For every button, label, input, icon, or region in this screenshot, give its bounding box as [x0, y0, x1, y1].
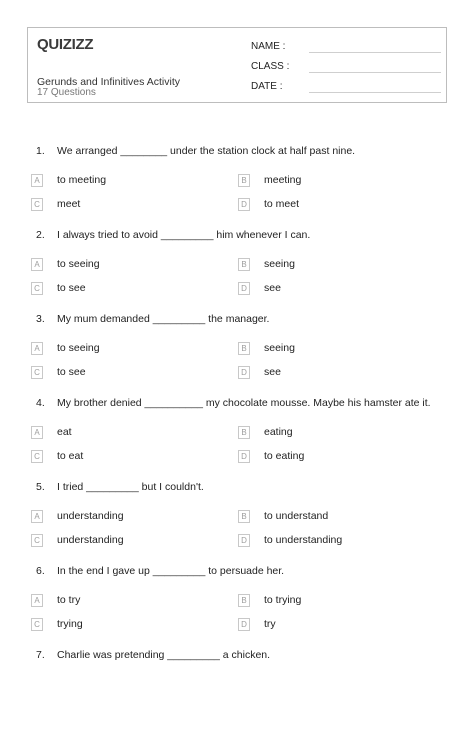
date-line[interactable]: [309, 92, 441, 93]
option-text: to try: [57, 594, 81, 606]
option-letter-box[interactable]: D: [238, 366, 250, 379]
option-letter-box[interactable]: C: [31, 534, 43, 547]
option-text: to understand: [264, 510, 329, 522]
question-count: 17 Questions: [37, 87, 96, 98]
option-text: understanding: [57, 534, 124, 546]
question-text: My mum demanded _________ the manager.: [57, 313, 270, 325]
option-text: meeting: [264, 174, 302, 186]
question-text: I always tried to avoid _________ him whenever I can.: [57, 229, 311, 241]
option-letter-box[interactable]: C: [31, 282, 43, 295]
option-letter-box[interactable]: D: [238, 618, 250, 631]
date-label: DATE :: [251, 81, 283, 92]
option-letter-box[interactable]: C: [31, 366, 43, 379]
option-text: see: [264, 366, 281, 378]
option-text: to meeting: [57, 174, 107, 186]
option-letter-box[interactable]: A: [31, 426, 43, 439]
option-text: to see: [57, 366, 86, 378]
option-letter-box[interactable]: A: [31, 258, 43, 271]
option-letter-box[interactable]: A: [31, 342, 43, 355]
question-7: [0, 649, 474, 733]
option-text: eating: [264, 426, 293, 438]
name-field: [251, 41, 441, 55]
option-text: to see: [57, 282, 86, 294]
option-letter-box[interactable]: B: [238, 426, 250, 439]
question-number: 5.: [36, 481, 45, 493]
option-text: eat: [57, 426, 72, 438]
name-line[interactable]: [309, 52, 441, 53]
question-number: 1.: [36, 145, 45, 157]
option-text: to seeing: [57, 342, 100, 354]
date-field: [251, 81, 441, 95]
question-number: 7.: [36, 649, 45, 661]
question-text: In the end I gave up _________ to persuade her.: [57, 565, 285, 577]
option-letter-box[interactable]: B: [238, 258, 250, 271]
option-text: understanding: [57, 510, 124, 522]
option-letter-box[interactable]: D: [238, 450, 250, 463]
option-letter-box[interactable]: D: [238, 534, 250, 547]
option-text: seeing: [264, 258, 295, 270]
option-letter-box[interactable]: C: [31, 618, 43, 631]
question-5: [0, 481, 474, 565]
question-number: 4.: [36, 397, 45, 409]
question-number: 3.: [36, 313, 45, 325]
question-6: [0, 565, 474, 649]
option-text: to eating: [264, 450, 305, 462]
question-4: [0, 397, 474, 481]
question-text: My brother denied __________ my chocolate mousse. Maybe his hamster ate it.: [57, 397, 431, 409]
quizizz-logo: QUIZIZZ: [37, 36, 94, 53]
question-number: 6.: [36, 565, 45, 577]
question-text: Charlie was pretending _________ a chicken.: [57, 649, 271, 661]
question-2: [0, 229, 474, 313]
option-letter-box[interactable]: A: [31, 174, 43, 187]
option-text: trying: [57, 618, 83, 630]
option-text: meet: [57, 198, 81, 210]
worksheet-title: Gerunds and Infinitives Activity: [37, 76, 180, 88]
option-letter-box[interactable]: C: [31, 198, 43, 211]
class-line[interactable]: [309, 72, 441, 73]
question-number: 2.: [36, 229, 45, 241]
option-text: to trying: [264, 594, 302, 606]
option-letter-box[interactable]: A: [31, 510, 43, 523]
option-letter-box[interactable]: A: [31, 594, 43, 607]
worksheet-header: [27, 27, 447, 103]
option-letter-box[interactable]: B: [238, 510, 250, 523]
name-label: NAME :: [251, 41, 286, 52]
option-text: to understanding: [264, 534, 343, 546]
class-label: CLASS :: [251, 61, 290, 72]
option-text: seeing: [264, 342, 295, 354]
option-text: to eat: [57, 450, 84, 462]
option-letter-box[interactable]: B: [238, 594, 250, 607]
option-letter-box[interactable]: C: [31, 450, 43, 463]
question-3: [0, 313, 474, 397]
question-text: We arranged ________ under the station clock at half past nine.: [57, 145, 356, 157]
question-1: [0, 145, 474, 229]
option-text: to seeing: [57, 258, 100, 270]
option-letter-box[interactable]: D: [238, 282, 250, 295]
class-field: [251, 61, 441, 75]
option-text: try: [264, 618, 276, 630]
option-text: see: [264, 282, 281, 294]
option-text: to meet: [264, 198, 300, 210]
option-letter-box[interactable]: B: [238, 174, 250, 187]
option-letter-box[interactable]: B: [238, 342, 250, 355]
question-text: I tried _________ but I couldn't.: [57, 481, 204, 493]
option-letter-box[interactable]: D: [238, 198, 250, 211]
